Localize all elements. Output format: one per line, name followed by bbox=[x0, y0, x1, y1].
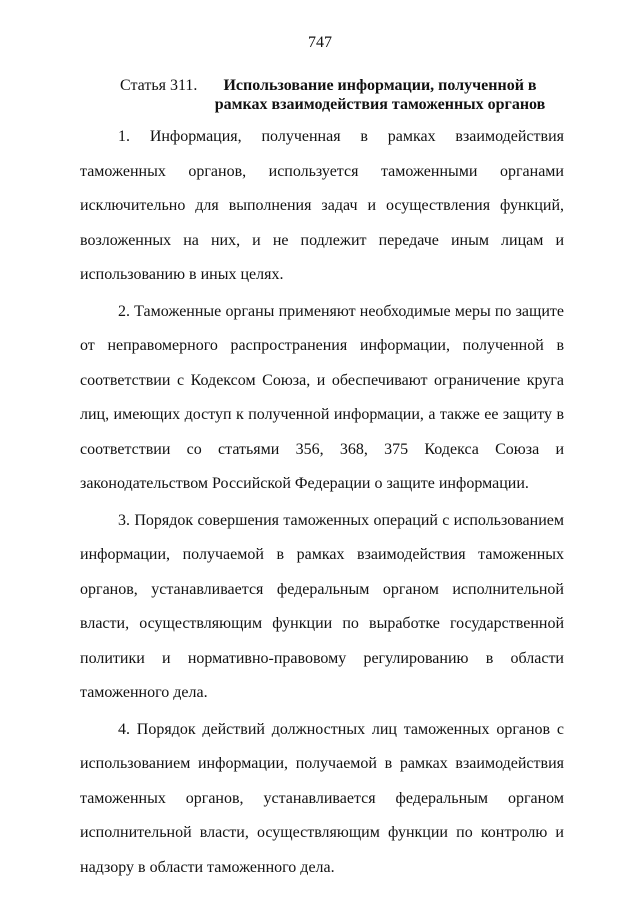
article-title: Использование информации, полученной в рамках взаимодействия таможенных органов bbox=[214, 77, 546, 113]
paragraph-3: 3. Порядок совершения таможенных операций с использованием информации, получаемой в рамках взаимодействия таможенных органов, устанавливается федеральным органом исполнительной власти, осуществляющим функции по выработке государственной политики и нормативно-правовому регулированию в области таможенного дела. bbox=[80, 511, 564, 701]
paragraph-1: 1. Информация, полученная в рамках взаимодействия таможенных органов, используется таможенными органами исключительно для выполнения задач и осуществления функций, возложенных на них, и не подлежит передаче иным лицам и использованию в иных целях. bbox=[80, 128, 564, 283]
article-body bbox=[80, 120, 564, 885]
paragraph-4: 4. Порядок действий должностных лиц таможенных органов с использованием информации, получаемой в рамках взаимодействия таможенных органов, устанавливается федеральным органом исполнительной власти, осуществляющим функции по контролю и надзору в области таможенного дела. bbox=[80, 720, 564, 876]
page-number: 747 bbox=[308, 34, 332, 51]
paragraph-2: 2. Таможенные органы применяют необходимые меры по защите от неправомерного распространения информации, полученной в соответствии с Кодексом Союза, и обеспечивают ограничение круга лиц, имеющих доступ к полученной информации, а также ее защиту в соответствии со статьями 356, 368, 375 Кодекса Союза и законодательством Российской Федерации о защите информации. bbox=[80, 302, 564, 492]
article-label: Статья 311. bbox=[120, 77, 198, 94]
